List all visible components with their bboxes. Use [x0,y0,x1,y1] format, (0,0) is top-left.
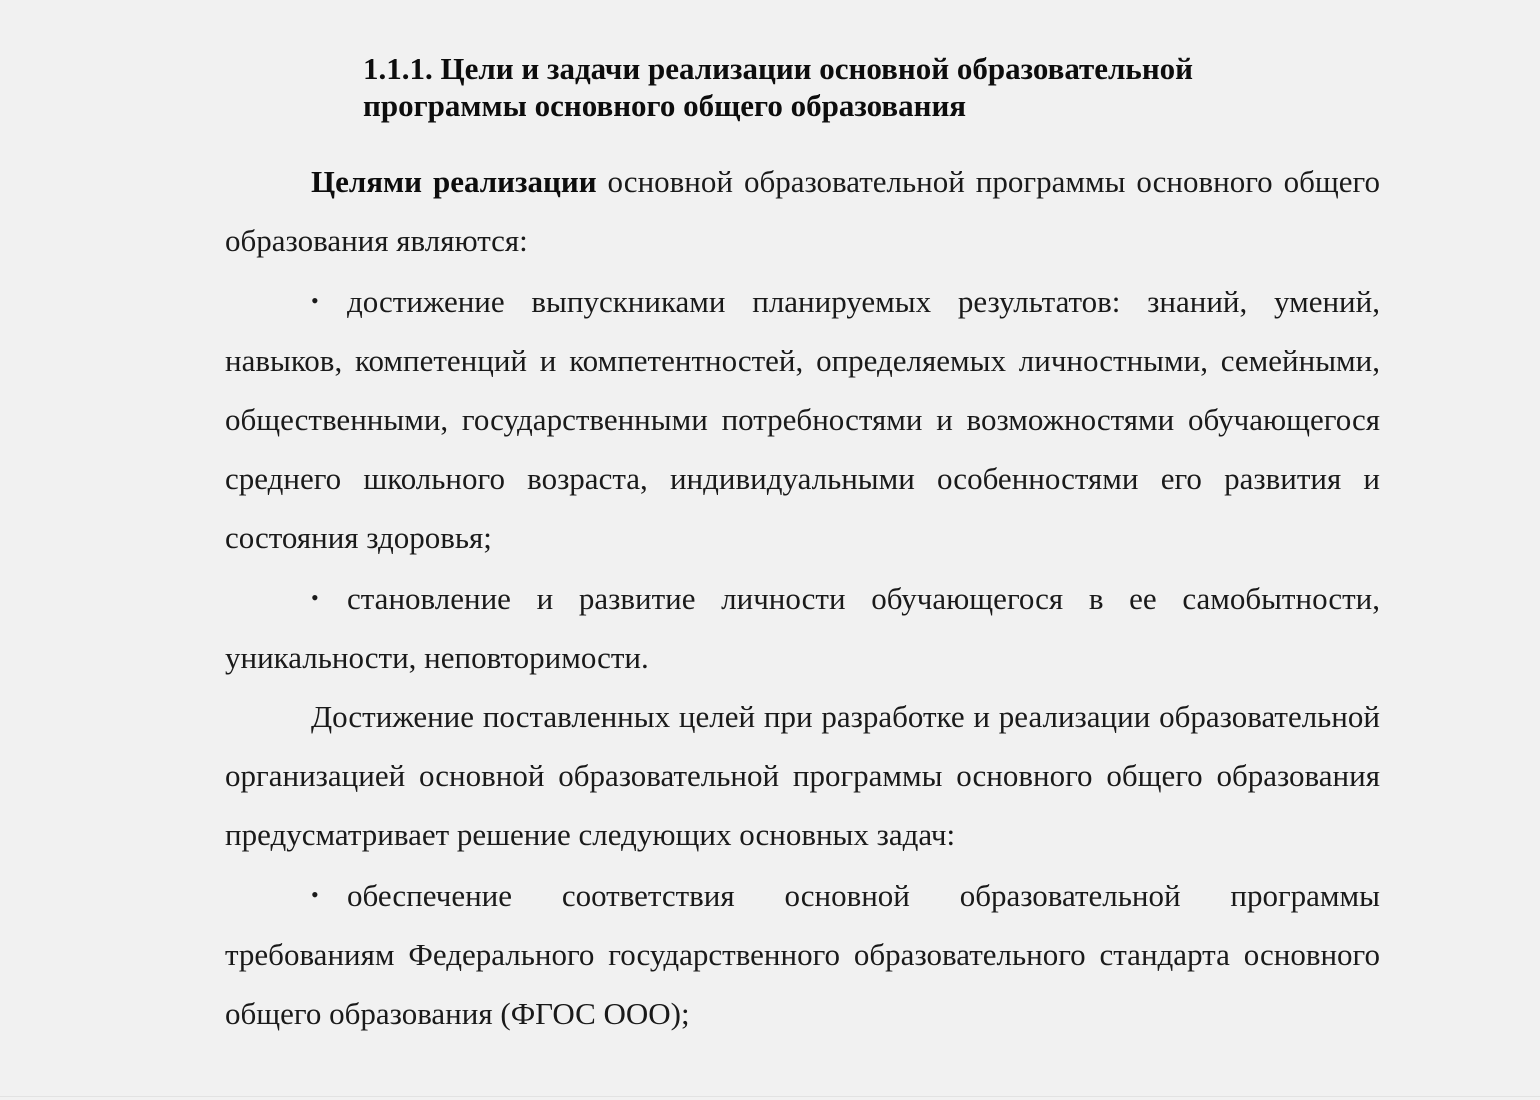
intro-paragraph [225,152,1380,270]
bullet-icon: • [311,585,319,610]
task-list-item [225,865,1380,1043]
document-body [225,152,1380,1043]
intro-text: основной образовательной программы основного общего образования являются: [225,164,1380,258]
goal-list-item [225,568,1380,687]
section-heading-line-2: программы основного общего образования [363,88,967,123]
task-text: обеспечение соответствия основной образовательной программы требованиям Федерального государственного образовательного стандарта основного общего образования (ФГОС ООО); [225,878,1380,1031]
bullet-icon: • [311,288,319,313]
bullet-icon: • [311,882,319,907]
intro-bold-text: Целями реализации [311,164,597,199]
section-heading-line-1: 1.1.1. Цели и задачи реализации основной образовательной [363,51,1194,86]
section-heading [363,50,1363,124]
tasks-intro-paragraph: Достижение поставленных целей при разработке и реализации образовательной организацией основной образовательной программы основного общего образования предусматривает решение следующих основных задач: [225,699,1380,852]
page-edge-divider [0,1096,1540,1097]
goal-text: становление и развитие личности обучающегося в ее самобытности, уникальности, неповторимости. [225,581,1380,675]
goal-text: достижение выпускниками планируемых результатов: знаний, умений, навыков, компетенций и компетентностей, определяемых личностными, семейными, общественными, государственными потребностями и возможностями обучающегося среднего школьного возраста, индивидуальными особенностями его развития и состояния здоровья; [225,284,1380,555]
goal-list-item [225,271,1380,567]
